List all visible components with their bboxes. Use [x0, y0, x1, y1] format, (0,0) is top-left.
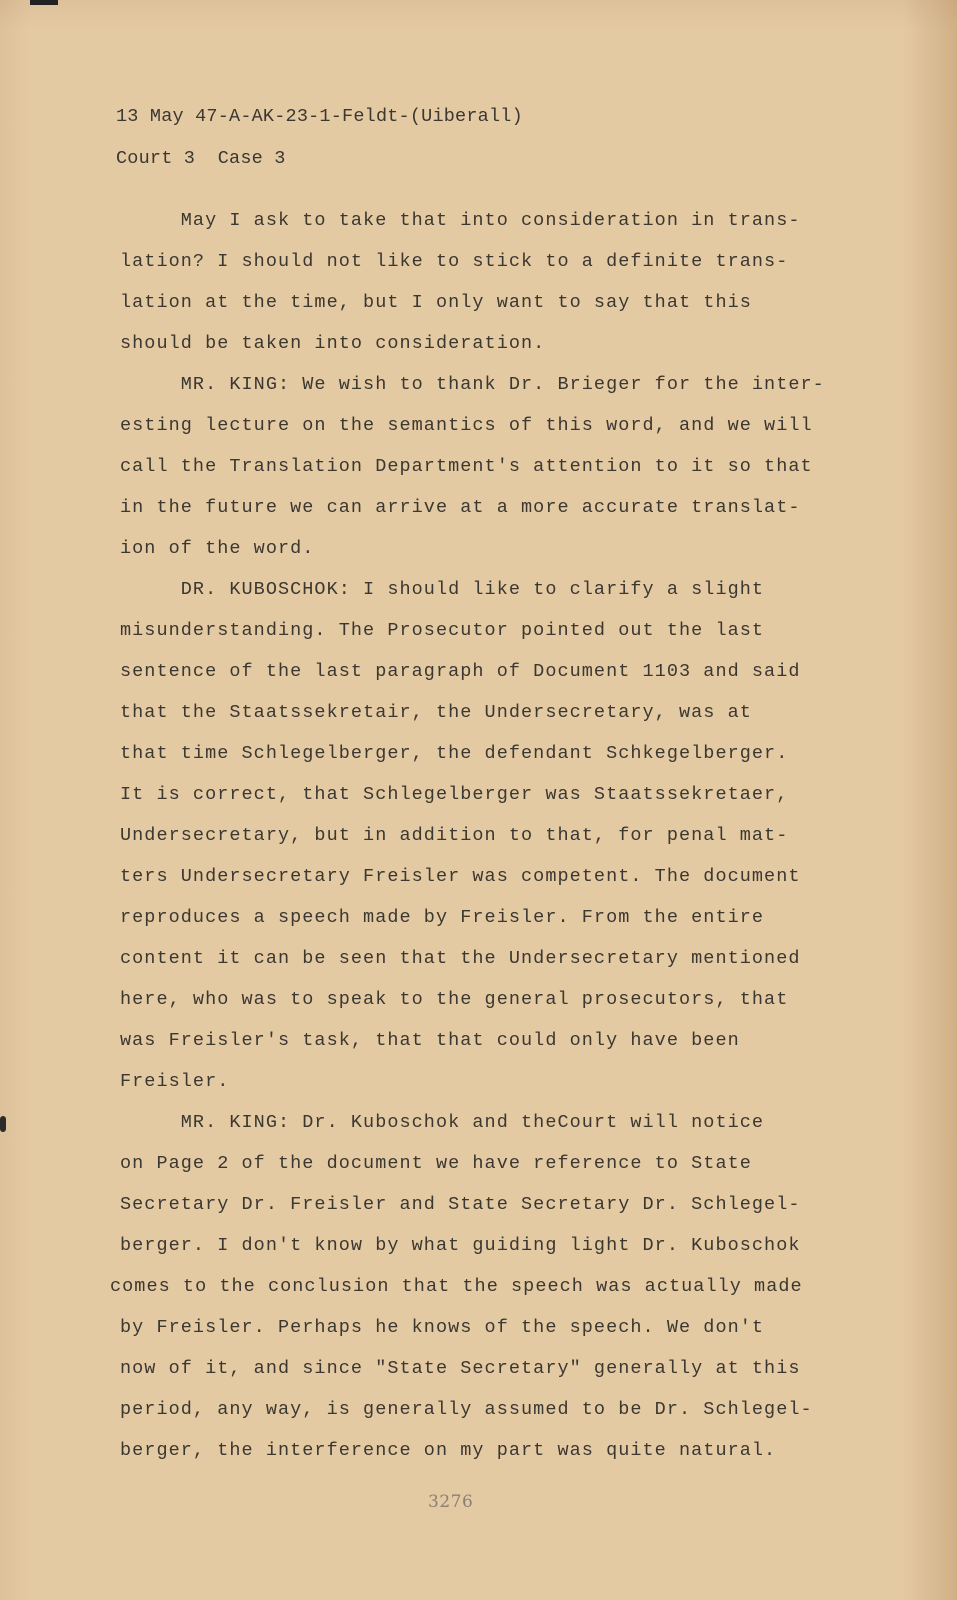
body-line: that the Staatssekretair, the Undersecretary, was at [120, 702, 752, 723]
body-line: Undersecretary, but in addition to that, for penal mat- [120, 825, 789, 846]
body-line: Freisler. [120, 1071, 230, 1092]
punch-hole-mark [0, 1116, 6, 1132]
page-number: 3276 [428, 1492, 474, 1512]
body-line: in the future we can arrive at a more accurate translat- [120, 497, 801, 518]
body-line: sentence of the last paragraph of Document 1103 and said [120, 661, 801, 682]
body-line: call the Translation Department's attention to it so that [120, 456, 813, 477]
body-line: May I ask to take that into consideration in trans- [120, 210, 801, 231]
body-line: Secretary Dr. Freisler and State Secretary Dr. Schlegel- [120, 1194, 801, 1215]
body-line: lation? I should not like to stick to a definite trans- [120, 251, 789, 272]
body-line: ion of the word. [120, 538, 315, 559]
body-line: berger, the interference on my part was quite natural. [120, 1440, 777, 1461]
document-header-court: Court 3 Case 3 [116, 148, 286, 169]
body-line: misunderstanding. The Prosecutor pointed out the last [120, 620, 765, 641]
body-line: that time Schlegelberger, the defendant Schkegelberger. [120, 743, 789, 764]
body-line: comes to the conclusion that the speech was actually made [110, 1276, 803, 1297]
document-header-id: 13 May 47-A-AK-23-1-Feldt-(Uiberall) [116, 106, 523, 127]
body-line: content it can be seen that the Undersecretary mentioned [120, 948, 801, 969]
corner-mark [30, 0, 58, 5]
body-line: DR. KUBOSCHOK: I should like to clarify a slight [120, 579, 765, 600]
body-line: period, any way, is generally assumed to be Dr. Schlegel- [120, 1399, 813, 1420]
body-line: should be taken into consideration. [120, 333, 546, 354]
body-line: here, who was to speak to the general prosecutors, that [120, 989, 789, 1010]
body-line: MR. KING: We wish to thank Dr. Brieger for the inter- [120, 374, 825, 395]
body-line: by Freisler. Perhaps he knows of the speech. We don't [120, 1317, 765, 1338]
body-line: reproduces a speech made by Freisler. From the entire [120, 907, 765, 928]
body-line: berger. I don't know by what guiding light Dr. Kuboschok [120, 1235, 801, 1256]
body-line: was Freisler's task, that that could only have been [120, 1030, 740, 1051]
body-line: MR. KING: Dr. Kuboschok and theCourt will notice [120, 1112, 765, 1133]
body-line: ters Undersecretary Freisler was competent. The document [120, 866, 801, 887]
body-line: It is correct, that Schlegelberger was Staatssekretaer, [120, 784, 789, 805]
body-line: now of it, and since "State Secretary" generally at this [120, 1358, 801, 1379]
body-line: lation at the time, but I only want to say that this [120, 292, 752, 313]
body-line: on Page 2 of the document we have reference to State [120, 1153, 752, 1174]
body-line: esting lecture on the semantics of this word, and we will [120, 415, 813, 436]
